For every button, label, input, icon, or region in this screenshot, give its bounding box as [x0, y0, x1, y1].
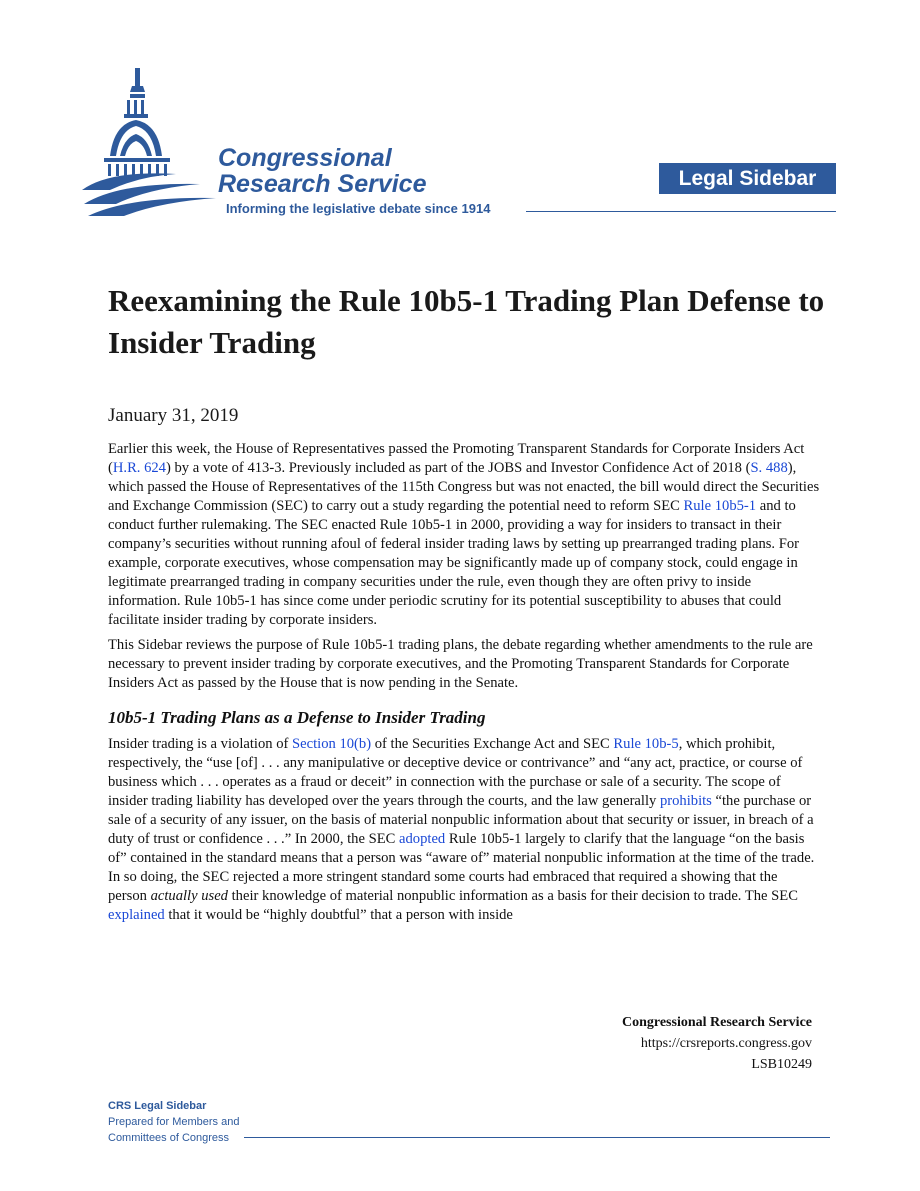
bottom-label: [108, 1098, 239, 1146]
footer-code: LSB10249: [751, 1057, 812, 1072]
paragraph-3: Insider trading is a violation of Section 10(b) of the Securities Exchange Act and SEC Rule 10b-5, which prohibit, respectively, the “use [of] . . . any manipulative or deceptive device or contrivance” and “any act, practice, or course of business which . . . operates as a fraud or deceit” in connection with the purchase or sale of a security. The scope of insider trading liability has developed over the years through the courts, and the law generally prohibits “the purchase or sale of a security of any issuer, on the basis of material nonpublic information about that security or issuer, in breach of a duty of trust or confidence . . .” In 2000, the SEC adopted Rule 10b5-1 largely to clarify that the language “on the basis of” contained in the standard means that a person was “aware of” material nonpublic information at the time of the trade. In so doing, the SEC rejected a more stringent standard some courts had embraced that required a showing that the person actually used their knowledge of material nonpublic information as a basis for their decision to trade. The SEC explained that it would be “highly doubtful” that a person with inside: [108, 736, 815, 923]
legal-sidebar-badge: Legal Sidebar: [659, 163, 836, 194]
link-adopted[interactable]: adopted: [399, 831, 446, 847]
bottom-rule: [244, 1137, 830, 1138]
link-section-10b[interactable]: Section 10(b): [292, 736, 372, 752]
link-prohibits[interactable]: prohibits: [659, 793, 712, 809]
crs-logo: [80, 66, 540, 226]
link-rule-10b5-1[interactable]: Rule 10b5-1: [683, 498, 757, 514]
tagline-rule: [526, 211, 836, 212]
bottom-line2: Prepared for Members and: [108, 1116, 240, 1128]
org-tagline: Informing the legislative debate since 1914: [226, 201, 491, 216]
capitol-dome-icon: [80, 66, 220, 226]
document-title: Reexamining the Rule 10b5-1 Trading Plan Defense to Insider Trading: [108, 283, 825, 360]
section-heading: 10b5-1 Trading Plans as a Defense to Insider Trading: [108, 708, 486, 727]
publication-date: January 31, 2019: [108, 405, 239, 426]
paragraph-1: Earlier this week, the House of Representatives passed the Promoting Transparent Standards for Corporate Insiders Act (H.R. 624) by a vote of 413-3. Previously included as part of the JOBS and Investor Confidence Act of 2018 (S. 488), which passed the House of Representatives of the 115th Congress but was not enacted, the bill would direct the Securities and Exchange Commission (SEC) to carry out a study regarding the potential need to reform SEC Rule 10b5-1 and to conduct further rulemaking. The SEC enacted Rule 10b5-1 in 2000, providing a way for insiders to transact in their company’s securities without running afoul of federal insider trading laws by setting up prearranged trading plans. For example, corporate executives, whose compensation may be significantly made up of company stock, could engage in legitimate prearranged trading in company securities under the rule, even though they are often privy to inside information. Rule 10b5-1 has since come under periodic scrutiny for its potential susceptibility to abuses that could facilitate insider trading by corporate insiders.: [108, 441, 820, 628]
footer-url[interactable]: https://crsreports.congress.gov: [640, 1036, 812, 1051]
bottom-line1: CRS Legal Sidebar: [108, 1100, 207, 1112]
link-rule-10b-5[interactable]: Rule 10b-5: [613, 736, 679, 752]
article-body: [108, 440, 820, 931]
footer-citation: [622, 1012, 812, 1075]
org-name-line2: Research Service: [218, 170, 427, 198]
bottom-line3: Committees of Congress: [108, 1132, 230, 1144]
link-explained[interactable]: explained: [108, 907, 165, 923]
footer-org: Congressional Research Service: [621, 1015, 812, 1030]
paragraph-2: This Sidebar reviews the purpose of Rule 10b5-1 trading plans, the debate regarding whether amendments to the rule are necessary to prevent insider trading by corporate executives, and the Promoting Transparent Standards for Corporate Insiders Act as passed by the House that is now pending in the Senate.: [108, 637, 813, 691]
org-name-line1: Congressional: [218, 144, 392, 172]
link-hr-624[interactable]: H.R. 624: [112, 460, 166, 476]
link-s-488[interactable]: S. 488: [750, 460, 788, 476]
